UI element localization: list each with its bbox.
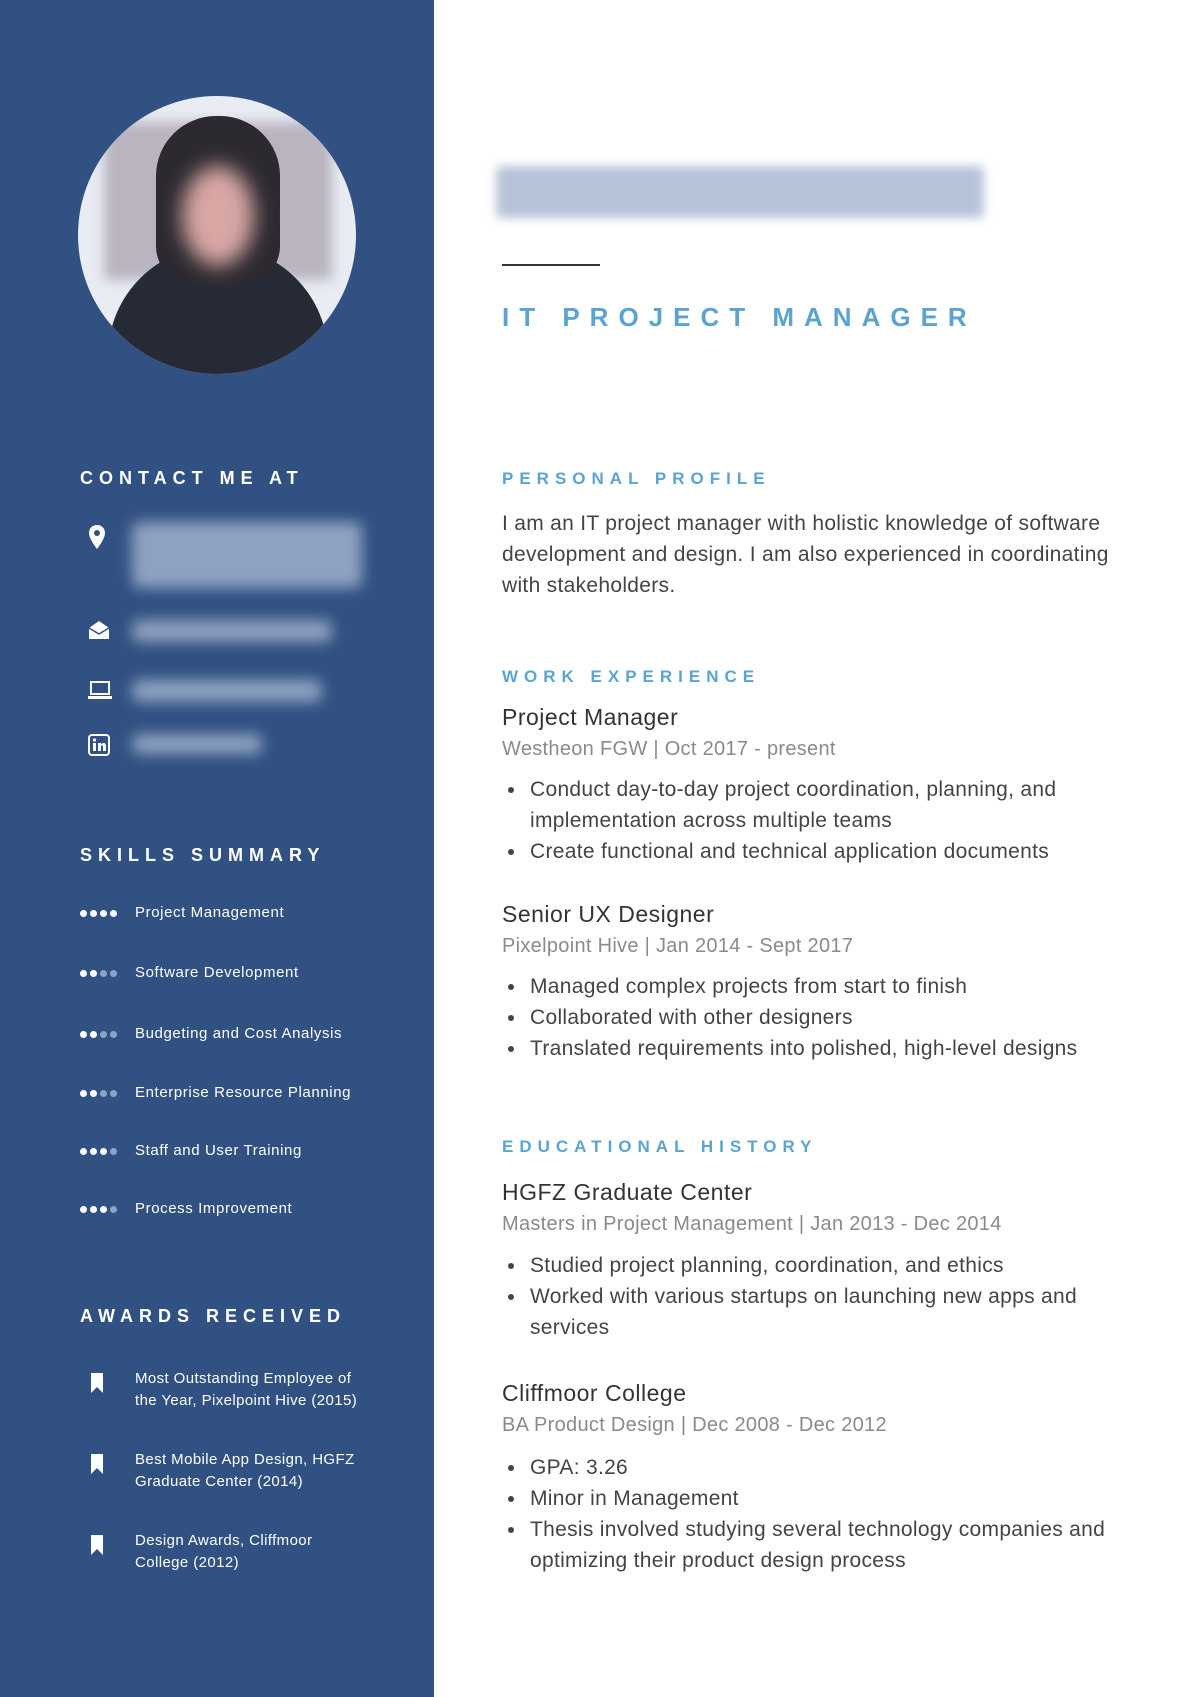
- skill-dot-filled: [80, 1031, 87, 1038]
- name-blurred: [496, 166, 984, 218]
- linkedin-icon: [88, 734, 110, 756]
- skill-dot-empty: [110, 970, 117, 977]
- work-entry-bullets: [502, 774, 1142, 867]
- job-title: IT PROJECT MANAGER: [502, 302, 977, 332]
- work-entry-subtitle: Westheon FGW | Oct 2017 - present: [502, 738, 836, 760]
- skill-label: Project Management: [135, 904, 285, 921]
- skill-dot-filled: [80, 970, 87, 977]
- envelope-icon: [88, 620, 110, 640]
- work-entry-subtitle: Pixelpoint Hive | Jan 2014 - Sept 2017: [502, 935, 854, 957]
- bookmark-icon: [90, 1372, 104, 1394]
- award-line: Design Awards, Cliffmoor: [135, 1532, 313, 1549]
- skill-level-dots: [80, 1031, 120, 1049]
- skill-dot-empty: [100, 1090, 107, 1097]
- contact-email: [88, 620, 378, 660]
- bullet-item: Studied project planning, coordination, and ethics: [502, 1250, 1142, 1281]
- skill-dot-filled: [90, 1148, 97, 1155]
- bullet-item: Thesis involved studying several technology companies and optimizing their product design process: [502, 1514, 1142, 1576]
- skill-dot-filled: [90, 970, 97, 977]
- sidebar: [0, 0, 434, 1697]
- profile-text: I am an IT project manager with holistic knowledge of software development and design. I am also experienced in coordinating with stakeholders.: [502, 512, 1109, 597]
- skill-dot-filled: [80, 910, 87, 917]
- skill-dot-empty: [100, 970, 107, 977]
- skill-dot-filled: [100, 1148, 107, 1155]
- skill-level-dots: [80, 1090, 120, 1108]
- skill-dot-empty: [110, 1031, 117, 1038]
- work-entry-title: Project Manager: [502, 704, 679, 730]
- education-entry-bullets: [502, 1250, 1142, 1343]
- skill-level-dots: [80, 970, 120, 988]
- skill-label: Budgeting and Cost Analysis: [135, 1025, 343, 1042]
- laptop-icon: [88, 680, 112, 700]
- education-entry-subtitle: Masters in Project Management | Jan 2013 - Dec 2014: [502, 1213, 1002, 1235]
- education-entry-bullets: [502, 1452, 1142, 1576]
- skill-dot-filled: [80, 1148, 87, 1155]
- skills-heading: SKILLS SUMMARY: [80, 845, 326, 865]
- contact-address: [88, 524, 378, 564]
- skill-dot-filled: [90, 1031, 97, 1038]
- work-entry-title: Senior UX Designer: [502, 901, 715, 927]
- bullet-item: Collaborated with other designers: [502, 1002, 1142, 1033]
- award-text: [135, 1530, 385, 1574]
- photo-face-blurred: [182, 166, 254, 266]
- contact-linkedin: [88, 734, 378, 774]
- address-blurred: [132, 522, 362, 588]
- award-text: [135, 1368, 385, 1412]
- skill-dot-filled: [90, 1206, 97, 1213]
- education-heading: EDUCATIONAL HISTORY: [502, 1137, 818, 1156]
- bookmark-icon: [90, 1453, 104, 1475]
- email-blurred: [132, 620, 332, 642]
- linkedin-blurred: [132, 734, 262, 754]
- name-underline: [502, 264, 600, 266]
- bullet-item: Managed complex projects from start to finish: [502, 971, 1142, 1002]
- skill-dot-filled: [100, 1206, 107, 1213]
- contact-website: [88, 680, 378, 720]
- bullet-item: GPA: 3.26: [502, 1452, 1142, 1483]
- skill-dot-empty: [110, 1206, 117, 1213]
- award-line: College (2012): [135, 1554, 239, 1571]
- skill-label: Staff and User Training: [135, 1142, 302, 1159]
- skill-dot-filled: [100, 910, 107, 917]
- skill-dot-empty: [110, 1148, 117, 1155]
- bullet-item: Minor in Management: [502, 1483, 1142, 1514]
- website-blurred: [132, 680, 322, 702]
- bullet-item: Conduct day-to-day project coordination, planning, and implementation across multiple teams: [502, 774, 1142, 836]
- profile-photo: [78, 96, 356, 374]
- bullet-item: Create functional and technical application documents: [502, 836, 1142, 867]
- skill-label: Enterprise Resource Planning: [135, 1084, 352, 1101]
- location-pin-icon: [88, 524, 106, 550]
- bullet-item: Translated requirements into polished, high-level designs: [502, 1033, 1142, 1064]
- profile-heading: PERSONAL PROFILE: [502, 469, 771, 488]
- skill-dot-filled: [90, 910, 97, 917]
- skill-dot-filled: [110, 910, 117, 917]
- skill-label: Process Improvement: [135, 1200, 293, 1217]
- award-line: Most Outstanding Employee of: [135, 1370, 352, 1387]
- education-entry-subtitle: BA Product Design | Dec 2008 - Dec 2012: [502, 1414, 887, 1436]
- bookmark-icon: [90, 1534, 104, 1556]
- bullet-item: Worked with various startups on launching new apps and services: [502, 1281, 1142, 1343]
- awards-heading: AWARDS RECEIVED: [80, 1306, 347, 1326]
- skill-dot-filled: [80, 1090, 87, 1097]
- work-entry-bullets: [502, 971, 1142, 1064]
- skill-level-dots: [80, 910, 120, 928]
- skill-dot-empty: [100, 1031, 107, 1038]
- skill-dot-filled: [90, 1090, 97, 1097]
- award-line: Graduate Center (2014): [135, 1473, 304, 1490]
- work-heading: WORK EXPERIENCE: [502, 667, 761, 686]
- education-entry-title: HGFZ Graduate Center: [502, 1179, 753, 1205]
- skill-level-dots: [80, 1206, 120, 1224]
- skill-dot-empty: [110, 1090, 117, 1097]
- skill-label: Software Development: [135, 964, 299, 981]
- skill-level-dots: [80, 1148, 120, 1166]
- education-entry-title: Cliffmoor College: [502, 1380, 687, 1406]
- award-text: [135, 1449, 385, 1493]
- skill-dot-filled: [80, 1206, 87, 1213]
- award-line: the Year, Pixelpoint Hive (2015): [135, 1392, 358, 1409]
- award-line: Best Mobile App Design, HGFZ: [135, 1451, 355, 1468]
- contact-heading: CONTACT ME AT: [80, 468, 304, 488]
